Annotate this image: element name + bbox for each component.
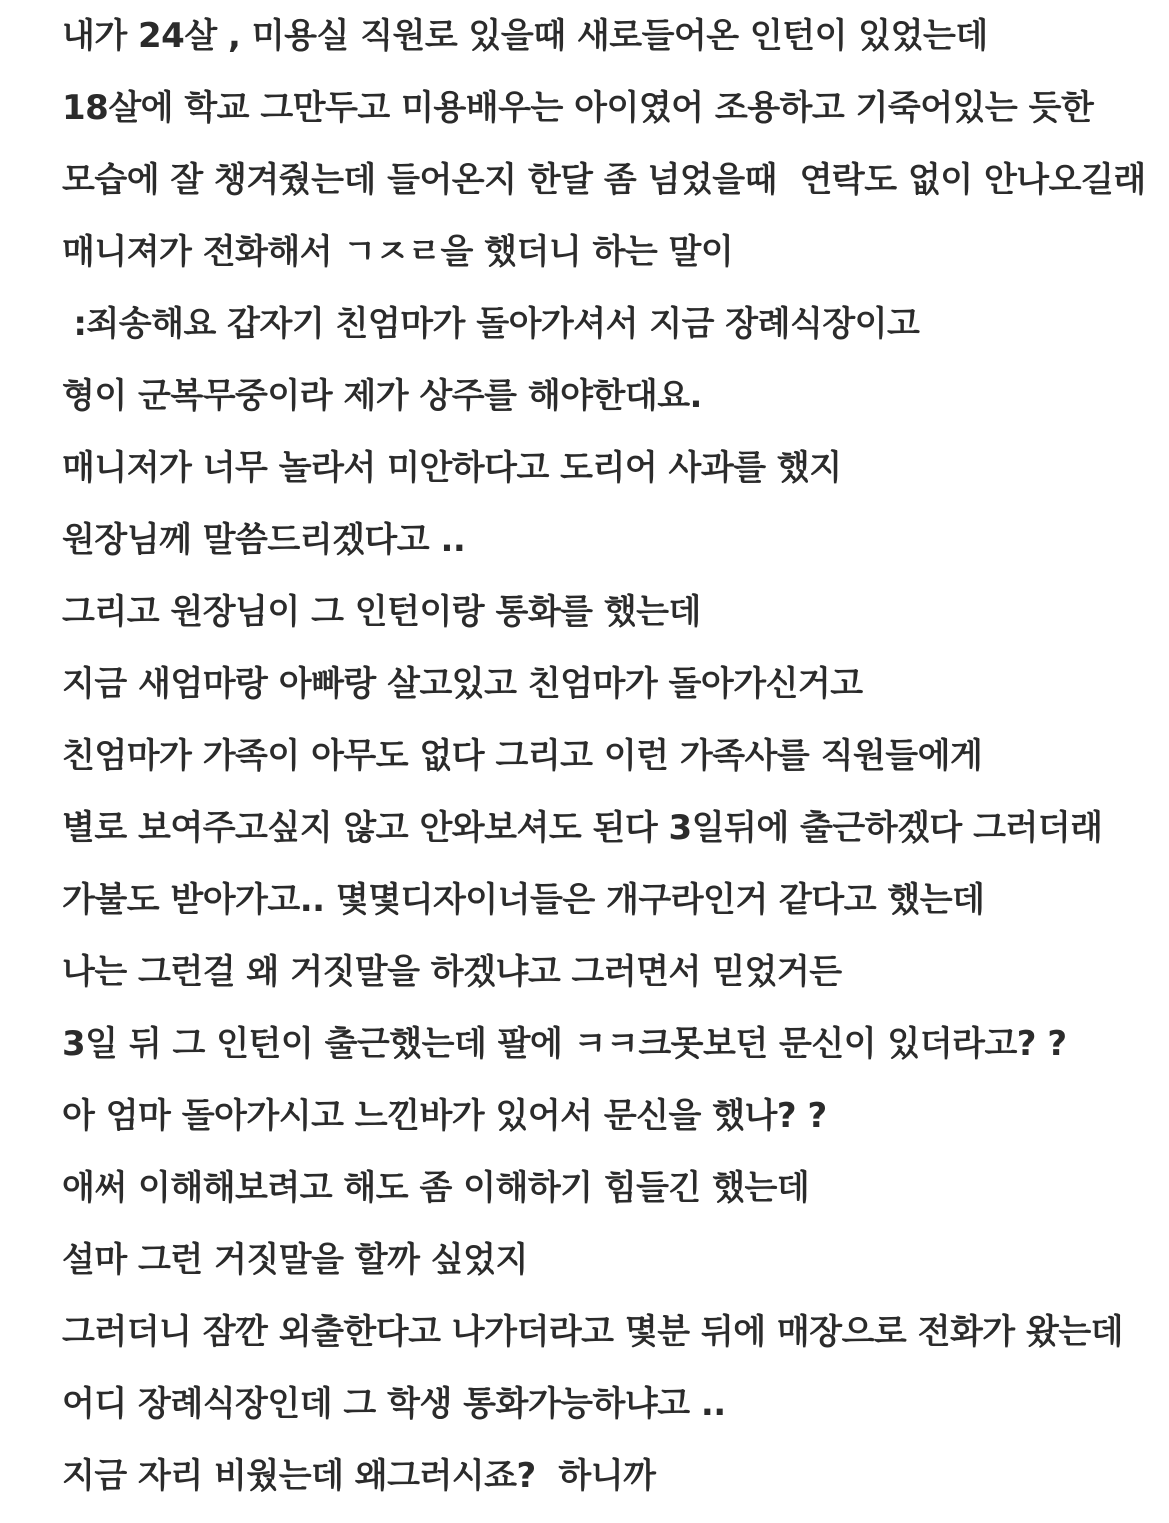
text-line: 매니저가 너무 놀라서 미안하다고 도리어 사과를 했지 xyxy=(62,448,842,488)
text-line: 형이 군복무중이라 제가 상주를 해야한대요. xyxy=(62,376,702,416)
text-line: 아 엄마 돌아가시고 느낀바가 있어서 문신을 했나? ? xyxy=(62,1096,827,1136)
text-line: 설마 그런 거짓말을 할까 싶었지 xyxy=(62,1240,528,1280)
text-line: 가불도 받아가고.. 몇몇디자이너들은 개구라인거 같다고 했는데 xyxy=(62,880,985,920)
text-line: 지금 새엄마랑 아빠랑 살고있고 친엄마가 돌아가신거고 xyxy=(62,664,863,704)
text-line: 별로 보여주고싶지 않고 안와보셔도 된다 3일뒤에 출근하겠다 그러더래 xyxy=(62,808,1103,848)
text-line: :죄송해요 갑자기 친엄마가 돌아가셔서 지금 장례식장이고 xyxy=(62,304,920,344)
text-line: 원장님께 말씀드리겠다고 .. xyxy=(62,520,466,560)
text-line: 내가 24살 , 미용실 직원로 있을때 새로들어온 인턴이 있었는데 xyxy=(62,16,988,56)
text-line: 3일 뒤 그 인턴이 출근했는데 팔에 ㅋㅋ크못보던 문신이 있더라고? ? xyxy=(62,1024,1067,1064)
text-line: 나는 그런걸 왜 거짓말을 하겠냐고 그러면서 믿었거든 xyxy=(62,952,842,992)
text-line: 매니져가 전화해서 ㄱㅈㄹ을 했더니 하는 말이 xyxy=(62,232,734,272)
text-line: 18살에 학교 그만두고 미용배우는 아이였어 조용하고 기죽어있는 듯한 xyxy=(62,88,1094,128)
text-line: 친엄마가 가족이 아무도 없다 그리고 이런 가족사를 직원들에게 xyxy=(62,736,983,776)
text-line: 애써 이해해보려고 해도 좀 이해하기 힘들긴 했는데 xyxy=(62,1168,810,1208)
text-line: 그리고 원장님이 그 인턴이랑 통화를 했는데 xyxy=(62,592,701,632)
text-line: 지금 자리 비웠는데 왜그러시죠? 하니까 xyxy=(62,1456,656,1496)
text-line: 어디 장례식장인데 그 학생 통화가능하냐고 .. xyxy=(62,1384,726,1424)
post-body xyxy=(62,0,1162,1512)
text-line: 그러더니 잠깐 외출한다고 나가더라고 몇분 뒤에 매장으로 전화가 왔는데 xyxy=(62,1312,1124,1352)
text-line: 모습에 잘 챙겨줬는데 들어온지 한달 좀 넘었을때 연락도 없이 안나오길래 xyxy=(62,160,1146,200)
